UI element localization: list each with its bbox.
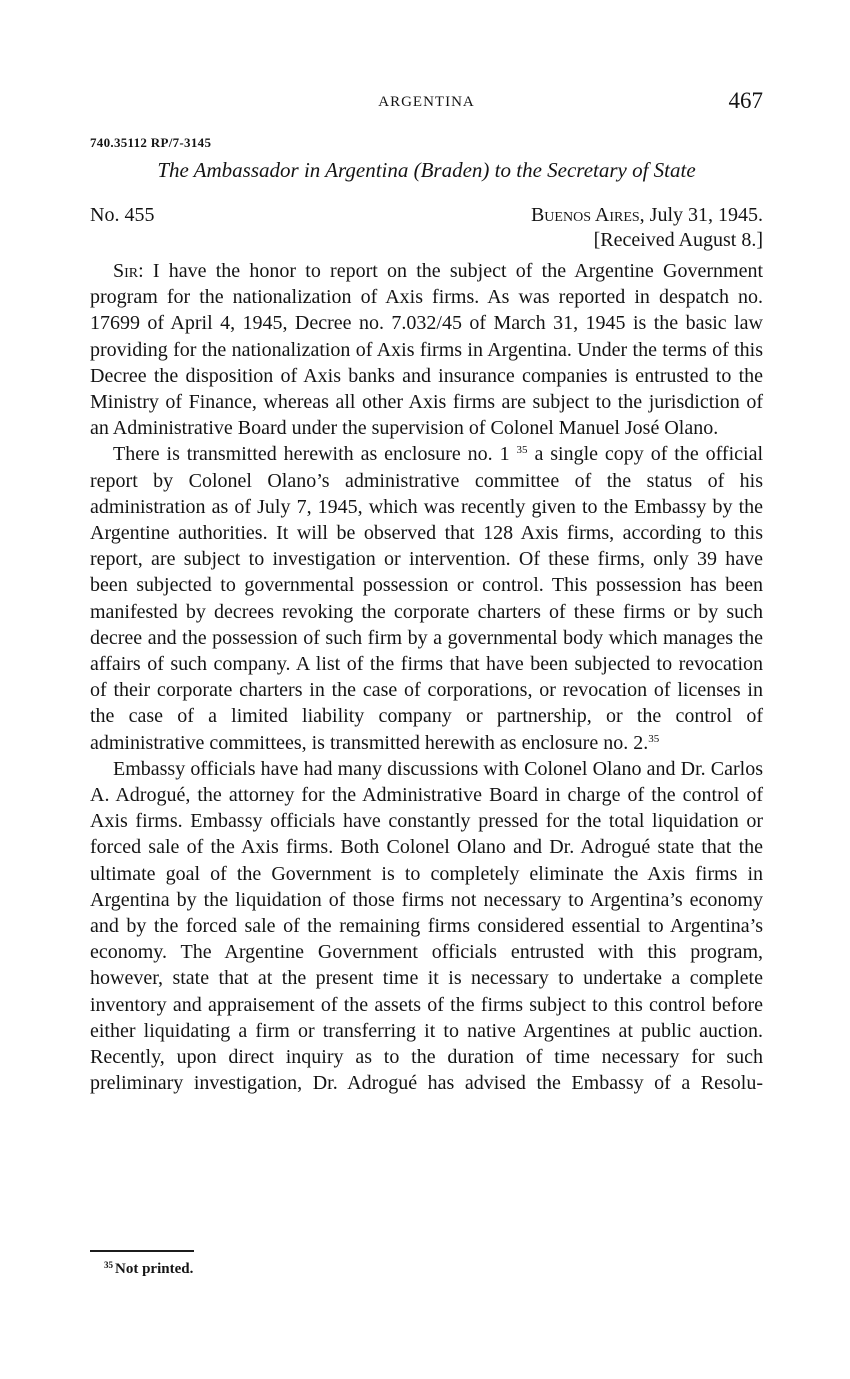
running-title: ARGENTINA xyxy=(378,94,475,110)
footnote-number: 35 xyxy=(104,1260,113,1270)
paragraph-1 xyxy=(90,258,763,441)
footnote-ref: 35 xyxy=(648,732,660,745)
paragraph-3: Embassy officials have had many discussions with Colonel Olano and Dr. Carlos A. Adrogué, the attorney for the Administrative Board in charge of the control of Axis firms. Embassy officials have constantly pressed for the total liquidation or forced sale of the Axis firms. Both Colonel Olano and Dr. Adrogué state that the ultimate goal of the Government is to completely eliminate the Axis firms in Argentina by the liquidation of those firms not necessary to Argentina’s economy and by the forced sale of the remaining firms considered essential to Argentina’s economy. The Argentine Government officials entrusted with this program, however, state that at the present time it is necessary to undertake a complete inventory and appraisement of the assets of the firms subject to this control before either liquidating a firm or transferring it to native Argentines at public auction. Recently, upon direct inquiry as to the duration of time necessary for such preliminary investigation, Dr. Adrogué has advised the Embassy of a Resolu- xyxy=(90,757,763,1095)
letter-body xyxy=(90,258,763,1097)
despatch-number: No. 455 xyxy=(90,204,155,226)
document-title: The Ambassador in Argentina (Braden) to the Secretary of State xyxy=(157,158,696,182)
file-number: 740.35112 RP/7-3145 xyxy=(90,135,212,150)
salutation: Sir xyxy=(113,260,139,282)
footnote xyxy=(104,1261,193,1278)
received-date: [Received August 8.] xyxy=(593,229,763,251)
place-and-date xyxy=(531,204,763,227)
paragraph-1-text: : I have the honor to report on the subject of the Argentine Government program for the nationalization of Axis firms. As was reported in despatch no. 17699 of April 4, 1945, Decree no. 7.032/45 of March 31, 1945 is the basic law providing for the nationalization of Axis firms in Argentina. Under the terms of this Decree the disposition of Axis banks and insurance companies is entrusted to the Ministry of Finance, whereas all other Axis firms are subject to the jurisdiction of an Administrative Board under the supervision of Colonel Manuel José Olano. xyxy=(90,260,763,440)
place: Buenos Aires xyxy=(530,204,640,226)
paragraph-2-text-b: a single copy of the official report by Colonel Olano’s administrative committee of the status of his administration as of July 7, 1945, which was recently given to the Embassy by the Argentine authorities. It will be observed that 128 Axis firms, according to this report, are subject to investigation or intervention. Of these firms, only 39 have been subjected to governmental possession or control. This possession has been manifested by decrees revoking the corporate charters of these firms or by such decree and the possession of such firm by a governmental body which manages the affairs of such company. A list of the firms that have been subjected to revocation of their corporate charters in the case of corporations, or revocation of licenses in the case of a limited liability company or partnership, or the control of administrative committees, is transmitted herewith as enclosure no. 2. xyxy=(90,443,764,754)
footnote-text: Not printed. xyxy=(115,1261,194,1277)
footnote-ref: 35 xyxy=(516,444,528,457)
date: , July 31, 1945. xyxy=(639,204,763,226)
dateline xyxy=(90,204,763,260)
running-head xyxy=(90,88,763,118)
page-number: 467 xyxy=(728,88,763,113)
footnote-divider xyxy=(90,1250,194,1252)
paragraph-2-text-a: There is transmitted herewith as enclosure no. 1 xyxy=(113,443,510,466)
paragraph-2 xyxy=(90,441,763,755)
